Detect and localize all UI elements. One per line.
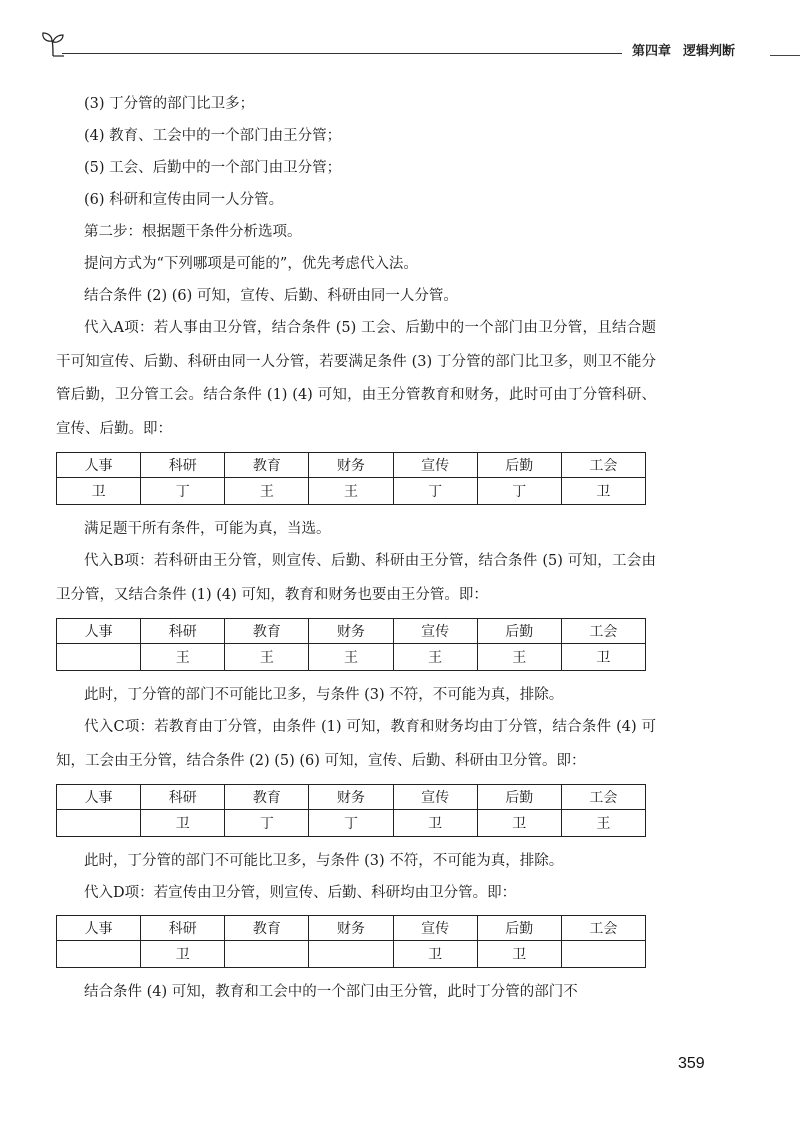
table-cell: 丁 <box>477 478 561 505</box>
table-cell: 卫 <box>477 810 561 837</box>
table-cell: 卫 <box>393 810 477 837</box>
table-cell <box>57 810 141 837</box>
table-cell: 丁 <box>141 478 225 505</box>
page-header <box>40 30 800 70</box>
header-rule <box>62 53 622 54</box>
assignment-table-c <box>56 784 646 837</box>
table-cell: 王 <box>309 644 393 671</box>
table-header-cell: 工会 <box>561 916 645 941</box>
paragraph: 结合条件 (2) (6) 可知，宣传、后勤、科研由同一人分管。 <box>84 288 458 304</box>
chapter-label: 第四章 <box>632 44 672 59</box>
table-cell: 卫 <box>477 941 561 968</box>
table-header-cell: 后勤 <box>477 619 561 644</box>
table-header-cell: 宣传 <box>393 619 477 644</box>
table-header-cell: 科研 <box>141 619 225 644</box>
table-cell: 卫 <box>141 810 225 837</box>
paragraph: 此时，丁分管的部门不可能比卫多，与条件 (3) 不符，不可能为真，排除。 <box>84 687 564 703</box>
table-row <box>57 644 646 671</box>
paragraph: (3) 丁分管的部门比卫多； <box>84 96 255 112</box>
table-header-cell: 科研 <box>141 916 225 941</box>
table-header-cell: 人事 <box>57 619 141 644</box>
table-header-row <box>57 619 646 644</box>
paragraph: 此时，丁分管的部门不可能比卫多，与条件 (3) 不符，不可能为真，排除。 <box>84 853 564 869</box>
table-cell <box>57 941 141 968</box>
paragraph: (4) 教育、工会中的一个部门由王分管； <box>84 128 342 144</box>
table-header-cell: 教育 <box>225 619 309 644</box>
table-header-cell: 工会 <box>561 619 645 644</box>
table-header-cell: 财务 <box>309 453 393 478</box>
page-body <box>56 88 656 1008</box>
table-row <box>57 478 646 505</box>
table-cell: 丁 <box>393 478 477 505</box>
table-cell: 卫 <box>57 478 141 505</box>
table-header-cell: 后勤 <box>477 785 561 810</box>
assignment-table-b <box>56 618 646 671</box>
table-cell: 王 <box>477 644 561 671</box>
page-number: 359 <box>678 1055 705 1072</box>
table-cell <box>225 941 309 968</box>
table-header-cell: 后勤 <box>477 916 561 941</box>
assignment-table-d <box>56 915 646 968</box>
table-header-cell: 工会 <box>561 785 645 810</box>
assignment-table-a <box>56 452 646 505</box>
table-cell: 王 <box>561 810 645 837</box>
table-cell: 王 <box>225 644 309 671</box>
table-header-cell: 宣传 <box>393 453 477 478</box>
table-header-cell: 工会 <box>561 453 645 478</box>
table-header-cell: 科研 <box>141 453 225 478</box>
table-header-cell: 后勤 <box>477 453 561 478</box>
table-cell: 王 <box>309 478 393 505</box>
table-cell: 卫 <box>141 941 225 968</box>
table-header-row <box>57 785 646 810</box>
table-header-cell: 人事 <box>57 785 141 810</box>
table-cell <box>561 941 645 968</box>
paragraph: 代入B项：若科研由王分管，则宣传、后勤、科研由王分管，结合条件 (5) 可知，工会由卫分管，又结合条件 (1) (4) 可知，教育和财务也要由王分管。即： <box>56 553 656 603</box>
table-row <box>57 941 646 968</box>
table-cell: 卫 <box>561 644 645 671</box>
table-cell <box>309 941 393 968</box>
table-header-cell: 教育 <box>225 916 309 941</box>
table-header-cell: 宣传 <box>393 916 477 941</box>
paragraph: (5) 工会、后勤中的一个部门由卫分管； <box>84 160 342 176</box>
table-header-cell: 科研 <box>141 785 225 810</box>
paragraph: 代入D项：若宣传由卫分管，则宣传、后勤、科研均由卫分管。即： <box>84 885 517 901</box>
table-header-row <box>57 453 646 478</box>
paragraph: 满足题干所有条件，可能为真，当选。 <box>84 521 331 537</box>
table-row <box>57 810 646 837</box>
paragraph: 第二步：根据题干条件分析选项。 <box>84 224 302 240</box>
paragraph: 代入C项：若教育由丁分管，由条件 (1) 可知，教育和财务均由丁分管，结合条件 (4) 可知，工会由王分管，结合条件 (2) (5) (6) 可知，宣传、后勤、科研由卫分管。即： <box>56 719 656 769</box>
table-header-cell: 财务 <box>309 785 393 810</box>
running-head <box>632 40 735 59</box>
table-header-cell: 财务 <box>309 619 393 644</box>
table-header-cell: 教育 <box>225 453 309 478</box>
paragraph: 提问方式为“下列哪项是可能的”，优先考虑代入法。 <box>84 256 418 272</box>
table-header-cell: 人事 <box>57 453 141 478</box>
header-rule-tail <box>770 55 800 56</box>
table-header-cell: 财务 <box>309 916 393 941</box>
paragraph: 结合条件 (4) 可知，教育和工会中的一个部门由王分管，此时丁分管的部门不 <box>84 984 578 1000</box>
table-cell: 丁 <box>225 810 309 837</box>
table-header-cell: 宣传 <box>393 785 477 810</box>
paragraph: 代入A项：若人事由卫分管，结合条件 (5) 工会、后勤中的一个部门由卫分管，且结合题干可知宣传、后勤、科研由同一人分管，若要满足条件 (3) 丁分管的部门比卫多，则卫不能分管后勤，卫分管工会。结合条件 (1) (4) 可知，由王分管教育和财务，此时可由丁分管科研、宣传、后勤。即： <box>56 320 656 437</box>
table-cell: 王 <box>141 644 225 671</box>
table-cell: 卫 <box>561 478 645 505</box>
table-header-row <box>57 916 646 941</box>
paragraph: (6) 科研和宣传由同一人分管。 <box>84 192 284 208</box>
table-cell <box>57 644 141 671</box>
table-header-cell: 人事 <box>57 916 141 941</box>
table-cell: 王 <box>225 478 309 505</box>
table-cell: 丁 <box>309 810 393 837</box>
table-cell: 王 <box>393 644 477 671</box>
table-header-cell: 教育 <box>225 785 309 810</box>
section-label: 逻辑判断 <box>683 44 736 59</box>
table-cell: 卫 <box>393 941 477 968</box>
